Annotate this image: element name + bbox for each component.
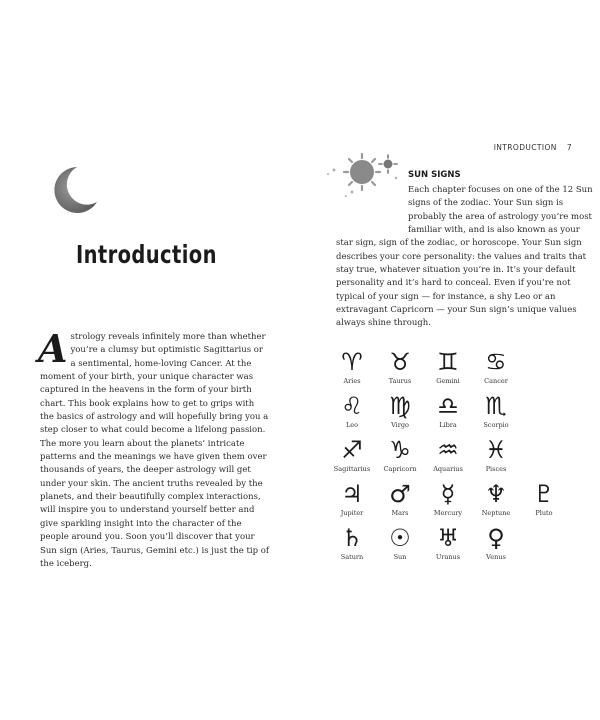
venus-symbol-icon: ♀ xyxy=(487,524,505,552)
sign-sun xyxy=(376,524,424,568)
sign-libra xyxy=(424,392,472,436)
sign-label: Mars xyxy=(391,509,409,517)
sign-label: Pluto xyxy=(535,509,553,517)
intro-body xyxy=(38,326,270,571)
aries-symbol-icon: ♈ xyxy=(341,348,363,376)
sign-mars xyxy=(376,480,424,524)
header-title: INTRODUCTION xyxy=(493,143,557,152)
chapter-title: Introduction xyxy=(76,240,217,269)
sign-label: Saturn xyxy=(340,553,364,561)
sign-cancer xyxy=(472,348,520,392)
sign-label: Pisces xyxy=(485,465,507,473)
sign-aries xyxy=(328,348,376,392)
section-body xyxy=(336,184,596,331)
intro-paragraph: strology reveals infinitely more than whether you’re a clumsy but optimistic Sagittarius or a sentimental, home-loving Cancer. At the moment of your birth, your unique character was captured in the heavens in the form of your birth chart. This book explains how to get to grips with the basics of astrology and will hopefully bring you a step closer to what could become a lifelong passion. The more you learn about the planets’ intricate patterns and the meanings we have given them over thousands of years, the deeper astrology will get under your skin. The ancient truths revealed by the planets, and their beautifully complex interactions, will inspire you to understand yourself better and give sparkling insight into the character of the people around you. Soon you’ll discover that your Sun sign (Aries, Taurus, Gemini etc.) is just the tip of the iceberg. xyxy=(40,332,270,569)
sign-leo xyxy=(328,392,376,436)
pisces-symbol-icon: ♓ xyxy=(485,436,507,464)
sign-label: Aries xyxy=(343,377,361,385)
sign-empty xyxy=(520,524,568,568)
right-page xyxy=(300,0,600,720)
sign-pluto xyxy=(520,480,568,524)
saturn-symbol-icon: ♄ xyxy=(341,524,363,552)
sign-taurus xyxy=(376,348,424,392)
sign-label: Sun xyxy=(393,553,407,561)
sign-neptune xyxy=(472,480,520,524)
virgo-symbol-icon: ♍ xyxy=(389,392,411,420)
pluto-symbol-icon: ♇ xyxy=(533,480,555,508)
sign-label: Sagittarius xyxy=(333,465,371,473)
sign-pisces xyxy=(472,436,520,480)
mars-symbol-icon: ♂ xyxy=(389,480,411,508)
sign-jupiter xyxy=(328,480,376,524)
drop-cap: A xyxy=(38,326,68,371)
sign-label: Aquarius xyxy=(433,465,463,473)
crescent-moon-icon xyxy=(47,164,99,216)
sign-label: Virgo xyxy=(391,421,409,429)
sun-symbol-icon: ☉ xyxy=(389,524,411,552)
gemini-symbol-icon: ♊ xyxy=(437,348,459,376)
aquarius-symbol-icon: ♒ xyxy=(437,436,459,464)
sign-label: Taurus xyxy=(388,377,412,385)
page-number: 7 xyxy=(566,143,572,152)
sign-empty xyxy=(520,436,568,480)
libra-symbol-icon: ♎ xyxy=(437,392,459,420)
sign-mercury xyxy=(424,480,472,524)
taurus-symbol-icon: ♉ xyxy=(389,348,411,376)
zodiac-symbol-grid xyxy=(328,348,568,568)
sign-uranus xyxy=(424,524,472,568)
sign-empty xyxy=(520,348,568,392)
sign-aquarius xyxy=(424,436,472,480)
scorpio-symbol-icon: ♏ xyxy=(485,392,507,420)
sign-label: Leo xyxy=(345,421,359,429)
text-wrap-spacer xyxy=(336,184,408,226)
section-title: SUN SIGNS xyxy=(408,170,461,180)
cancer-symbol-icon: ♋ xyxy=(485,348,507,376)
uranus-symbol-icon: ♅ xyxy=(437,524,459,552)
sign-label: Cancer xyxy=(484,377,508,385)
sign-saturn xyxy=(328,524,376,568)
sign-label: Neptune xyxy=(481,509,511,517)
sign-gemini xyxy=(424,348,472,392)
section-paragraph: Each chapter focuses on one of the 12 Sun signs of the zodiac. Your Sun sign is probably the area of astrology you’re most familiar with, and is also known as your star sign, sign of the zodiac, or horoscope. Your Sun sign describes your core personality: the values and traits that stay true, whatever situation you’re in. It’s your default personality and it’s hard to conceal. Even if you’re not typical of your sign — for instance, a shy Leo or an extravagant Capricorn — your Sun sign’s unique values always shine through. xyxy=(336,185,593,329)
jupiter-symbol-icon: ♃ xyxy=(341,480,363,508)
sign-label: Scorpio xyxy=(483,421,509,429)
neptune-symbol-icon: ♆ xyxy=(485,480,507,508)
sign-label: Gemini xyxy=(436,377,460,385)
running-header xyxy=(494,143,572,152)
sign-label: Jupiter xyxy=(340,509,364,517)
capricorn-symbol-icon: ♑ xyxy=(389,436,411,464)
sign-label: Capricorn xyxy=(383,465,417,473)
sign-empty xyxy=(520,392,568,436)
sign-venus xyxy=(472,524,520,568)
sign-scorpio xyxy=(472,392,520,436)
sign-sagittarius xyxy=(328,436,376,480)
sign-label: Mercury xyxy=(433,509,463,517)
sign-label: Libra xyxy=(439,421,457,429)
mercury-symbol-icon: ☿ xyxy=(440,480,456,508)
sagittarius-symbol-icon: ♐ xyxy=(341,436,363,464)
sign-capricorn xyxy=(376,436,424,480)
sign-label: Venus xyxy=(486,553,506,561)
sign-virgo xyxy=(376,392,424,436)
leo-symbol-icon: ♌ xyxy=(341,392,363,420)
sign-label: Uranus xyxy=(435,553,461,561)
